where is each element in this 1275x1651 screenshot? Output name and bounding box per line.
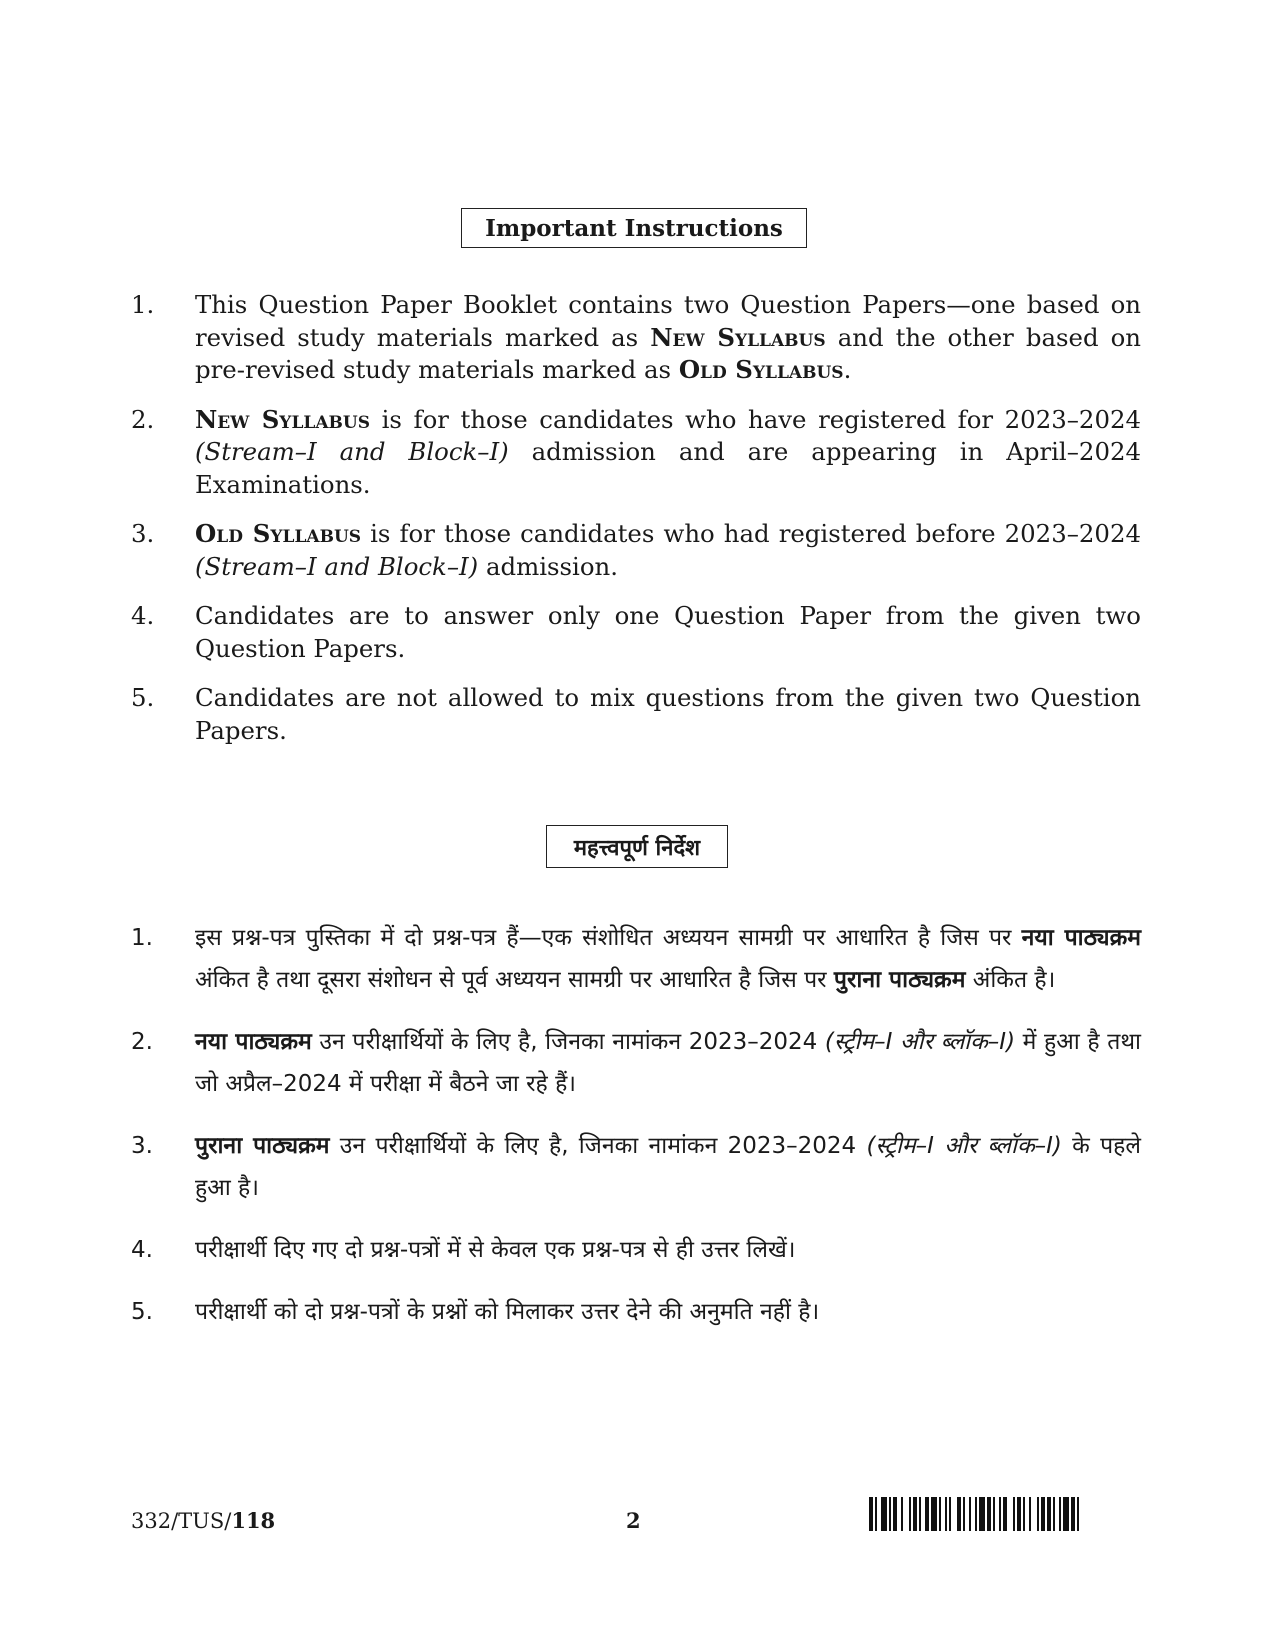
barcode-bar [1063, 1497, 1069, 1531]
list-item [131, 1229, 1141, 1271]
item-text: admission. [478, 551, 619, 581]
barcode-bar [1017, 1497, 1021, 1531]
barcode-bar [999, 1497, 1001, 1531]
new-syllabus-label: New Syllabus [650, 322, 826, 352]
item-number: 4. [131, 1237, 153, 1263]
hindi-heading-text: महत्त्वपूर्ण निर्देश [573, 835, 701, 861]
barcode-bar [1029, 1497, 1031, 1531]
barcode-bar [1047, 1497, 1051, 1531]
english-instruction-list [131, 289, 1141, 764]
barcode-bar [901, 1497, 903, 1531]
item-text: and the other based on pre-revised study materials marked as [195, 322, 1142, 384]
new-syllabus-label: नया पाठ्यक्रम [195, 1029, 312, 1055]
stream-block-note: (स्ट्रीम–I और ब्लॉक–I) [824, 1029, 1016, 1055]
barcode-bar [875, 1497, 877, 1531]
barcode-bar [1023, 1497, 1025, 1531]
barcode-bar [969, 1497, 971, 1531]
item-text: अंकित है। [965, 967, 1056, 993]
new-syllabus-label: New Syllabus [195, 404, 371, 434]
barcode-bar [963, 1497, 965, 1531]
item-number: 4. [131, 601, 155, 630]
barcode-bar [1037, 1497, 1039, 1531]
paper-code [131, 1508, 275, 1533]
page-number: 2 [626, 1508, 641, 1533]
list-item [131, 1291, 1141, 1333]
barcode-bar [949, 1497, 951, 1531]
barcode-bar [881, 1497, 887, 1531]
new-syllabus-label: नया पाठ्यक्रम [1021, 925, 1141, 951]
item-text: इस प्रश्न-पत्र पुस्तिका में दो प्रश्न-पत्र हैं—एक संशोधित अध्ययन सामग्री पर आधारित है जिस पर [195, 925, 1022, 951]
item-number: 2. [131, 1029, 153, 1055]
barcode-bar [993, 1497, 995, 1531]
barcode-bar [909, 1497, 911, 1531]
item-text: में हुआ है तथा जो अप्रैल–2024 में परीक्षा में बैठने जा रहे हैं। [195, 1029, 1141, 1097]
barcode-bar [975, 1497, 977, 1531]
item-number: 3. [131, 1133, 153, 1159]
barcode-bar [1071, 1497, 1075, 1531]
barcode-bar [1041, 1497, 1045, 1531]
list-item [131, 1125, 1141, 1209]
barcode-bar [893, 1497, 897, 1531]
list-item [131, 1021, 1141, 1105]
hindi-heading [546, 825, 728, 868]
item-text: उन परीक्षार्थियों के लिए है, जिनका नामांकन 2023–2024 [311, 1029, 825, 1055]
item-text: is for those candidates who had registered before 2023–2024 [361, 519, 1141, 548]
paper-code-prefix: 332/TUS/ [131, 1509, 232, 1533]
item-number: 2. [131, 404, 155, 434]
item-text: परीक्षार्थी को दो प्रश्न-पत्रों के प्रश्नों को मिलाकर उत्तर देने की अनुमति नहीं है। [195, 1299, 820, 1325]
barcode-bar [1003, 1497, 1007, 1531]
barcode-bar [1053, 1497, 1055, 1531]
barcode-bar [987, 1497, 991, 1531]
list-item [131, 600, 1141, 665]
barcode-bar [979, 1497, 985, 1531]
item-number: 5. [131, 1299, 153, 1325]
barcode-bar [869, 1497, 873, 1531]
item-text: Candidates are not allowed to mix questions from the given two Question Papers. [195, 683, 1141, 745]
english-heading [461, 208, 807, 248]
item-text: admission and are appearing in April–2024 Examinations. [195, 437, 1141, 499]
item-text: is for those candidates who have registered for 2023–2024 [370, 404, 1141, 434]
item-text: परीक्षार्थी दिए गए दो प्रश्न-पत्रों में से केवल एक प्रश्न-पत्र से ही उत्तर लिखें। [195, 1237, 796, 1263]
barcode-bar [939, 1497, 941, 1531]
item-text: Candidates are to answer only one Question Paper from the given two Question Papers. [195, 601, 1141, 663]
stream-block-note: (स्ट्रीम–I और ब्लॉक–I) [866, 1133, 1062, 1159]
barcode [869, 1497, 1141, 1531]
old-syllabus-label: Old Syllabus [195, 519, 362, 548]
barcode-bar [919, 1497, 921, 1531]
item-text: के पहले हुआ है। [195, 1133, 1141, 1201]
stream-block-note: (Stream–I and Block–I) [195, 551, 479, 581]
list-item [131, 682, 1141, 747]
list-item [131, 917, 1141, 1001]
item-number: 1. [131, 925, 153, 951]
item-number: 3. [131, 519, 155, 548]
barcode-bar [913, 1497, 917, 1531]
barcode-bar [931, 1497, 937, 1531]
barcode-bar [925, 1497, 929, 1531]
item-text: अंकित है तथा दूसरा संशोधन से पूर्व अध्ययन सामग्री पर आधारित है जिस पर [195, 967, 834, 993]
hindi-instruction-list [131, 917, 1141, 1353]
list-item [131, 404, 1141, 502]
barcode-bar [1059, 1497, 1061, 1531]
paper-code-number: 118 [231, 1508, 276, 1533]
stream-block-note: (Stream–I and Block–I) [195, 437, 509, 466]
item-number: 5. [131, 683, 155, 712]
old-syllabus-label: Old Syllabus [678, 355, 844, 384]
old-syllabus-label: पुराना पाठ्यक्रम [833, 967, 966, 993]
barcode-bar [889, 1497, 891, 1531]
english-heading-text: Important Instructions [485, 214, 783, 242]
barcode-bar [957, 1497, 961, 1531]
item-text: This Question Paper Booklet contains two Question Papers—one based on revised study materials marked as [195, 290, 1141, 352]
list-item [131, 289, 1141, 387]
barcode-bar [945, 1497, 947, 1531]
list-item [131, 518, 1141, 583]
barcode-bar [1077, 1497, 1079, 1531]
item-text: उन परीक्षार्थियों के लिए है, जिनका नामांकन 2023–2024 [329, 1133, 867, 1159]
barcode-bar [1013, 1497, 1015, 1531]
old-syllabus-label: पुराना पाठ्यक्रम [195, 1133, 330, 1159]
item-number: 1. [131, 290, 155, 319]
item-text: . [843, 355, 852, 384]
